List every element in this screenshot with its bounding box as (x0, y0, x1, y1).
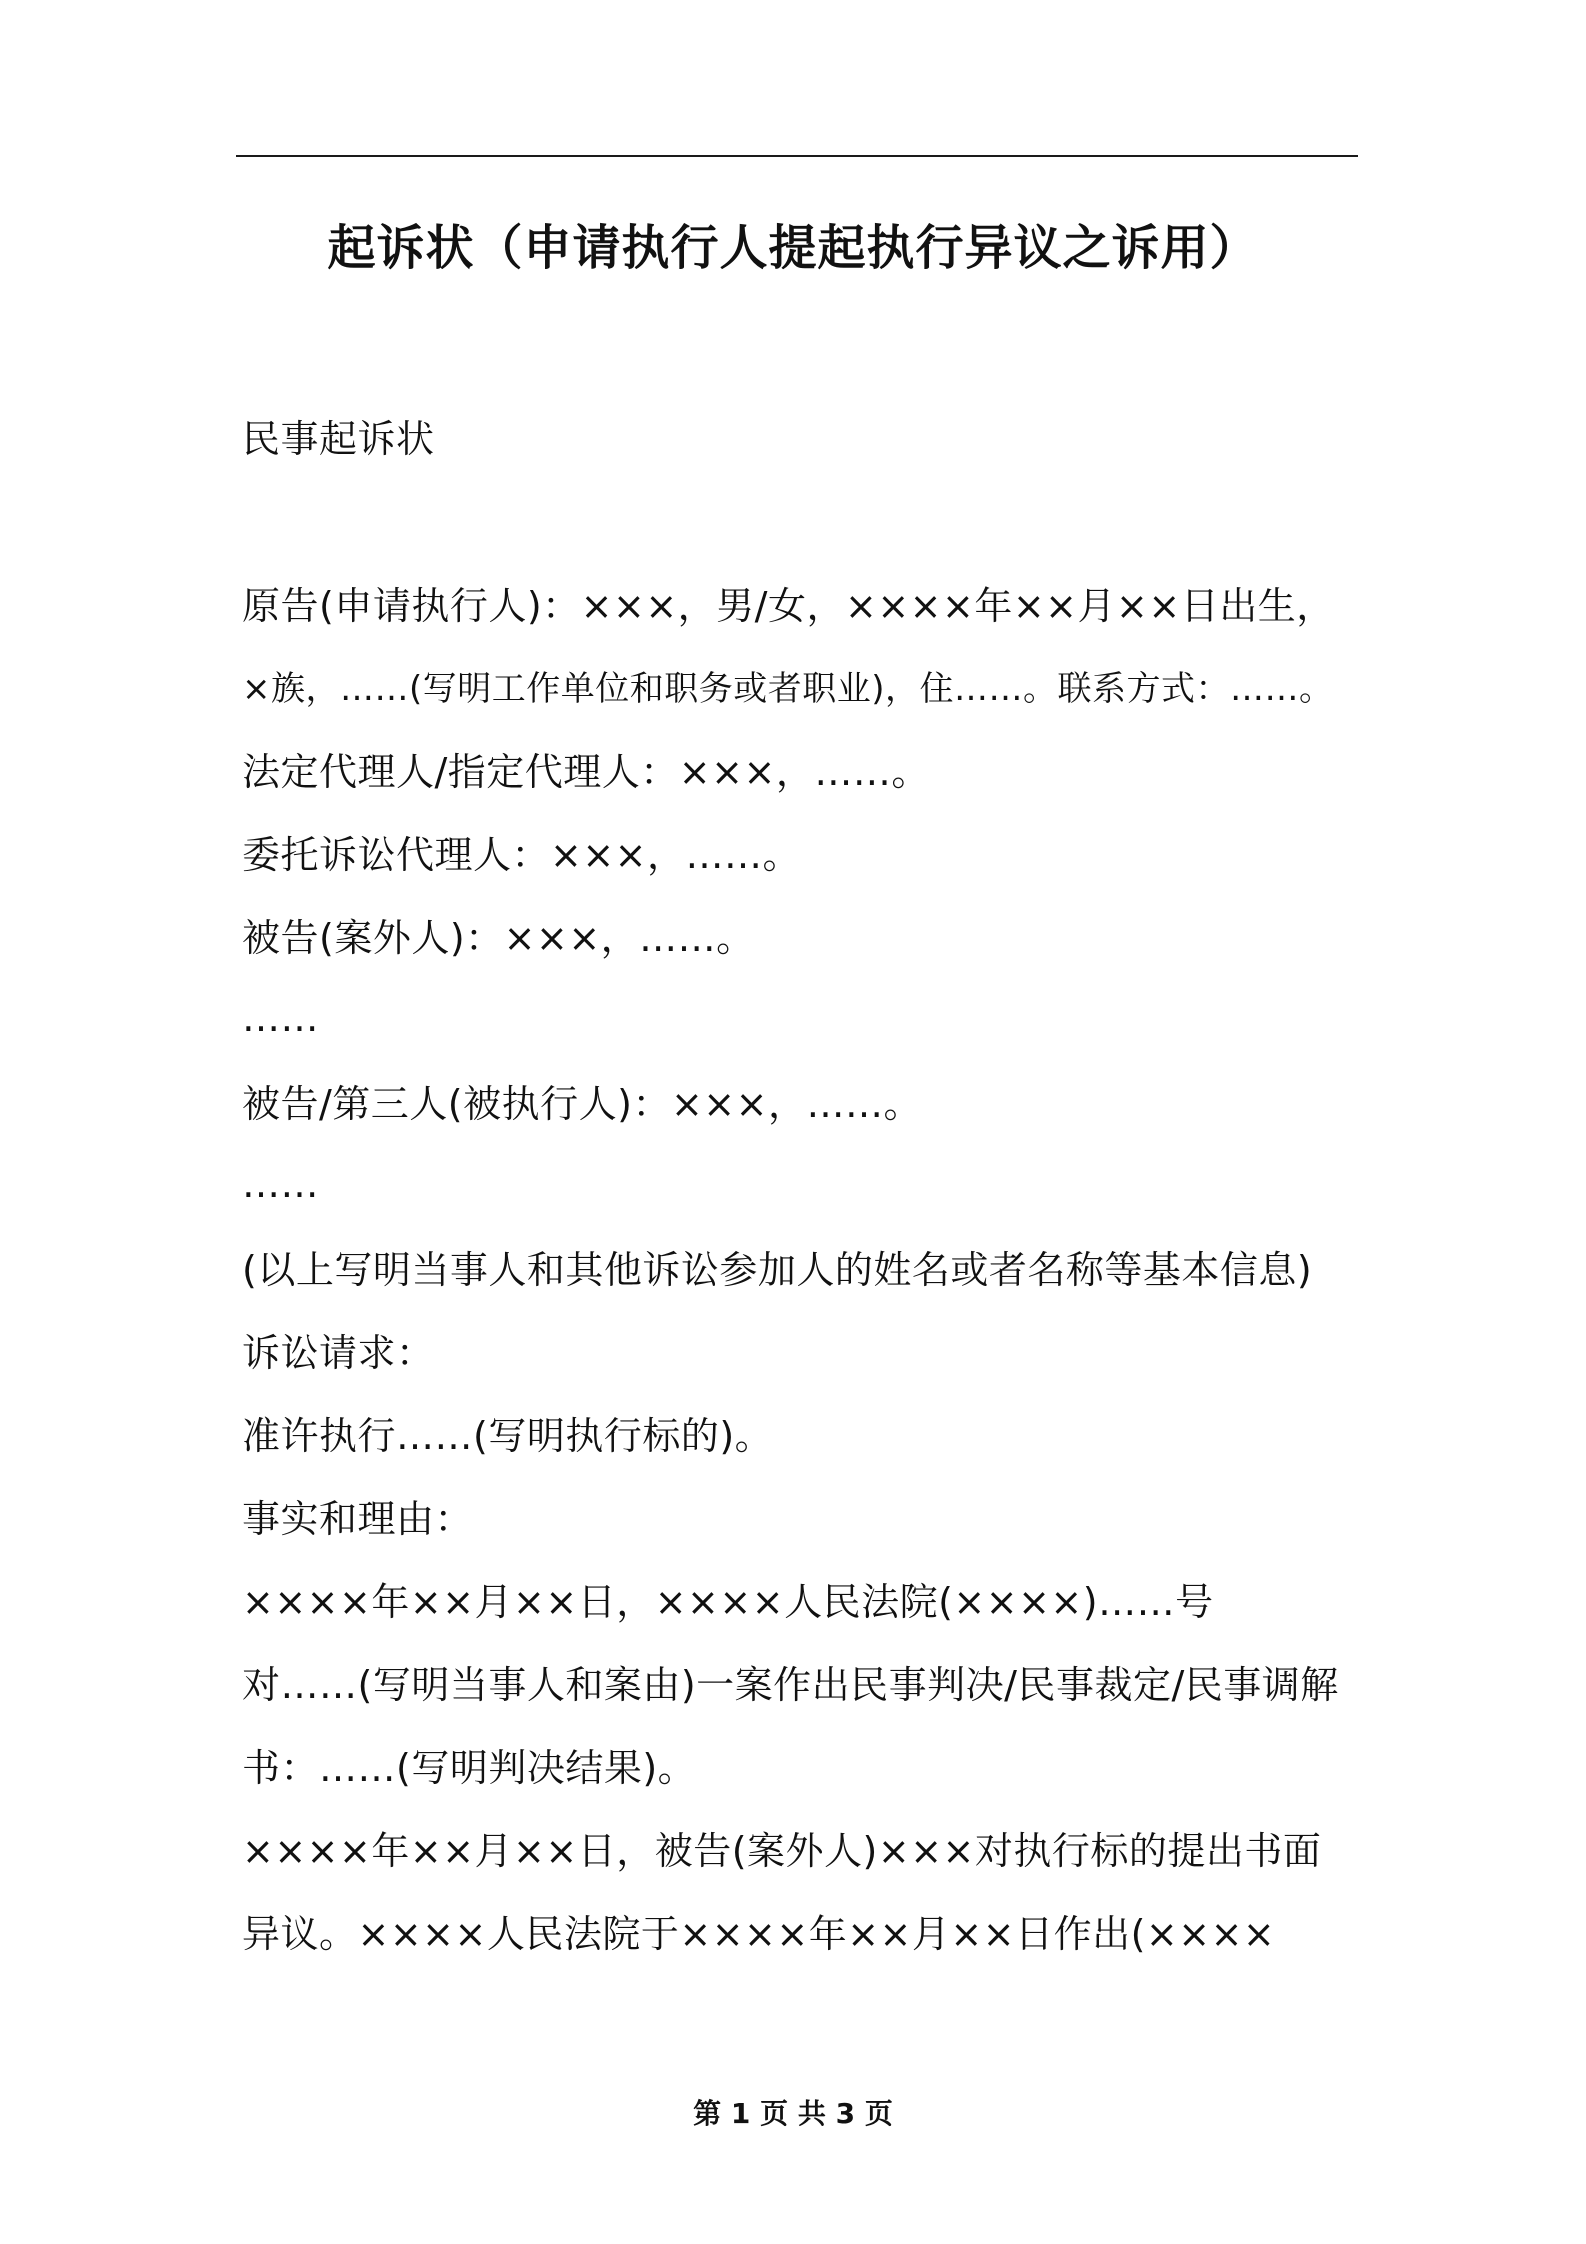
document-heading: 民事起诉状 (242, 417, 435, 461)
body-line-ellipsis: …… (242, 1162, 319, 1206)
body-line-facts-1: ××××年××月××日，××××人民法院(××××)……号 (242, 1580, 1214, 1624)
body-line-facts-5: 异议。××××人民法院于××××年××月××日作出(×××× (242, 1912, 1276, 1956)
body-line-entrusted-agent: 委托诉讼代理人：×××，……。 (242, 833, 802, 877)
body-line-ellipsis: …… (242, 996, 319, 1040)
header-rule (236, 155, 1358, 157)
body-line-facts-2: 对……(写明当事人和案由)一案作出民事判决/民事裁定/民事调解 (242, 1663, 1339, 1707)
body-line-facts-4: ××××年××月××日，被告(案外人)×××对执行标的提出书面 (242, 1829, 1322, 1873)
document-title: 起诉状（申请执行人提起执行异议之诉用） (327, 220, 1259, 276)
body-line-defendant: 被告(案外人)：×××，……。 (242, 916, 755, 960)
body-line-party-note: (以上写明当事人和其他诉讼参加人的姓名或者名称等基本信息) (242, 1248, 1313, 1292)
body-line-claims-heading: 诉讼请求： (242, 1331, 435, 1375)
body-line-facts-3: 书：……(写明判决结果)。 (242, 1746, 697, 1790)
body-line-claim: 准许执行……(写明执行标的)。 (242, 1414, 774, 1458)
body-line-plaintiff-details: ×族，……(写明工作单位和职务或者职业)，住……。联系方式：……。 (242, 669, 1334, 709)
body-line-plaintiff: 原告(申请执行人)：×××，男/女，××××年××月××日出生， (242, 584, 1335, 628)
body-line-facts-heading: 事实和理由： (242, 1497, 474, 1541)
body-line-third-party: 被告/第三人(被执行人)：×××，……。 (242, 1082, 922, 1126)
body-line-legal-agent: 法定代理人/指定代理人：×××，……。 (242, 750, 930, 794)
page-number: 第 1 页 共 3 页 (693, 2097, 893, 2130)
